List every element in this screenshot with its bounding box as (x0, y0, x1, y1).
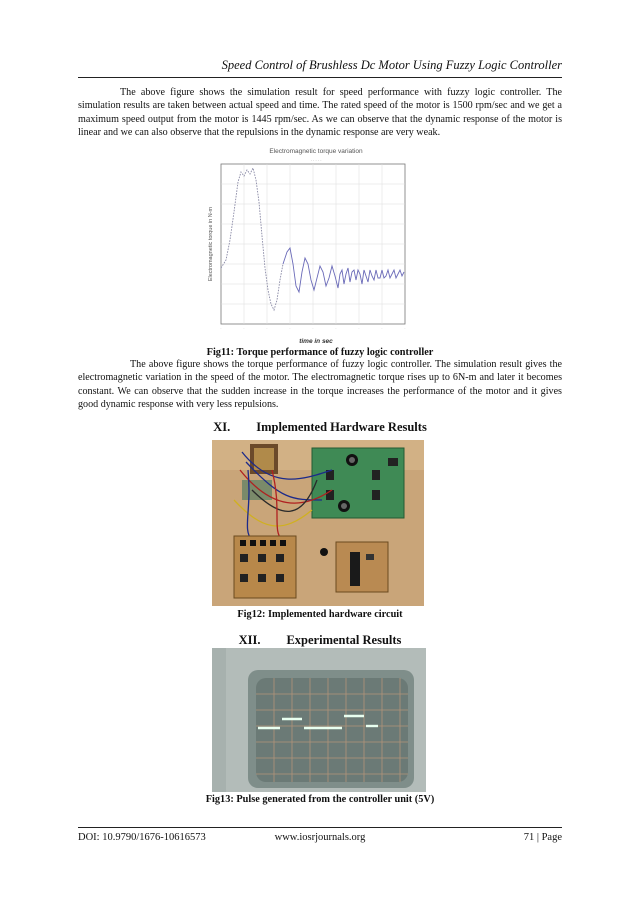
svg-text:·: · (243, 327, 245, 331)
section-heading-hardware (78, 420, 562, 435)
header-rule (78, 77, 562, 78)
footer-rule (78, 827, 562, 828)
svg-text:·: · (312, 327, 314, 331)
inverter-pcb (312, 448, 404, 518)
section-title: Experimental Results (286, 633, 402, 647)
driver-board (234, 536, 296, 598)
section-number: XI. (213, 420, 231, 434)
fig12-caption: Fig12: Implemented hardware circuit (237, 609, 403, 620)
svg-text:·: · (220, 327, 222, 331)
hardware-photo (212, 440, 424, 606)
plot-xlabel: time in sec (299, 338, 333, 345)
svg-text:·: · (266, 327, 268, 331)
svg-text:·: · (289, 327, 291, 331)
paragraph-speed-result: The above figure shows the simulation result for speed performance with fuzzy logic controller. The simulation results are taken between actual speed and time. The rated speed of the motor is 1500 rpm/sec and we get a maximum speed output from the motor is 1445 rpm/sec. As we can observe that the dynamic response of the motor is linear and we can also observe that the repulsions in the dynamic response are very weak. (78, 87, 562, 138)
fig11-caption: Fig11: Torque performance of fuzzy logic controller (206, 347, 434, 358)
plot-ylabel: Electromagnetic torque in N-m (208, 206, 214, 282)
fig13-caption: Fig13: Pulse generated from the controller unit (5V) (205, 794, 435, 805)
section-title: Implemented Hardware Results (256, 420, 427, 434)
svg-text:·: · (381, 327, 383, 331)
svg-text:·: · (358, 327, 360, 331)
section-number: XII. (238, 633, 261, 647)
footer-page-number: 71 | Page (523, 832, 562, 843)
svg-text:·: · (404, 327, 406, 331)
footer-doi: DOI: 10.9790/1676-10616573 (78, 832, 206, 843)
section-heading-experimental (78, 633, 562, 648)
torque-plot-figure (203, 140, 419, 348)
footer-website: www.iosrjournals.org (274, 832, 366, 843)
plot-axes (220, 164, 405, 331)
plot-title: Electromagnetic torque variation (269, 148, 363, 155)
running-head: Speed Control of Brushless Dc Motor Using Fuzzy Logic Controller (221, 58, 562, 72)
oscilloscope-photo (212, 648, 426, 792)
scope-screen (256, 678, 408, 782)
svg-text:·: · (335, 327, 337, 331)
plot-subtitle-marks: · · · · · (310, 158, 322, 163)
paragraph-torque-result: The above figure shows the torque performance of fuzzy logic controller. The simulation result gives the electromagnetic variation in the speed of the motor. The electromagnetic torque rises up to 6N-m and later it becomes constant. We can observe that the sudden increase in the torque increases the performance of the motor and it gives good dynamic response with very less repulsions. (78, 359, 562, 410)
